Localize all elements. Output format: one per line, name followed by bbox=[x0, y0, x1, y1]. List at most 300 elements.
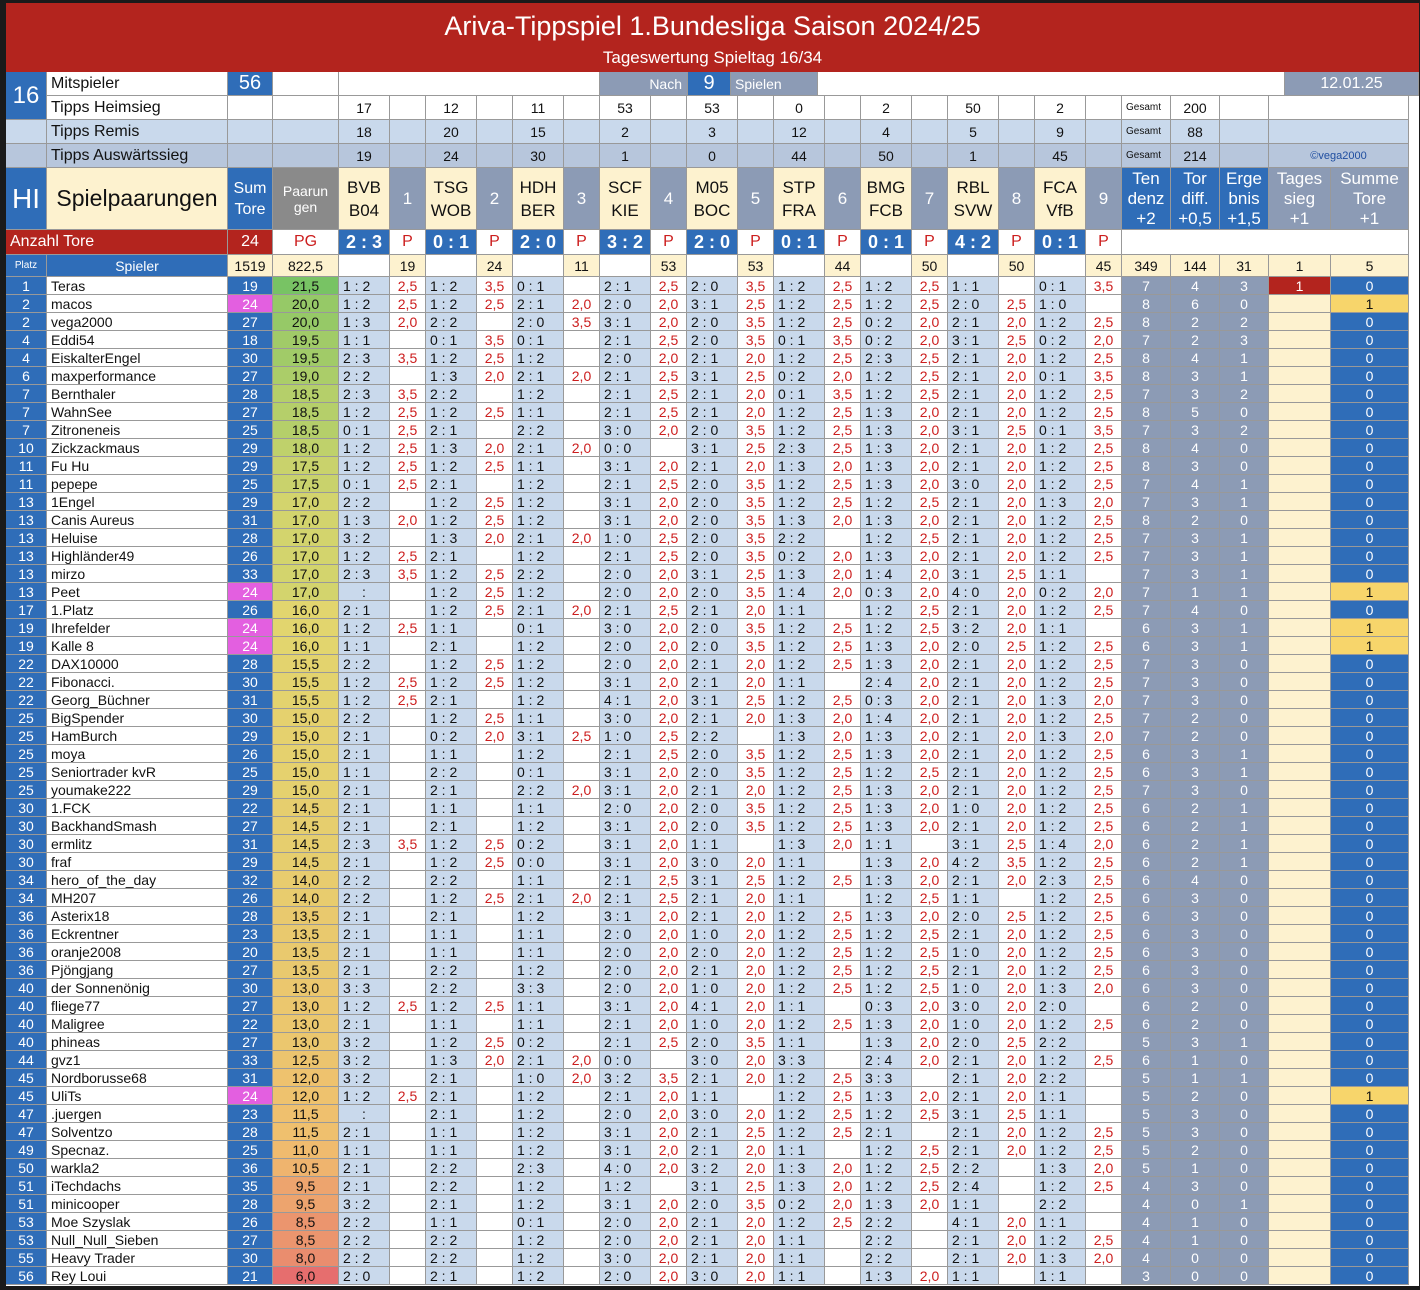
tip-cell: 2 : 0 bbox=[600, 637, 651, 655]
tip-cell: 1 : 2 bbox=[861, 529, 912, 547]
points-cell: 2,5 bbox=[738, 691, 774, 709]
tip-cell: 1 : 1 bbox=[513, 403, 564, 421]
tip-cell: 1 : 2 bbox=[339, 691, 390, 709]
points-cell bbox=[825, 601, 861, 619]
points-cell: 2,5 bbox=[825, 817, 861, 835]
tip-cell: 2 : 1 bbox=[339, 727, 390, 745]
tip-cell: 1 : 4 bbox=[774, 583, 825, 601]
points-cell bbox=[564, 1195, 600, 1213]
player-name: EiskalterEngel bbox=[47, 349, 228, 367]
points-cell bbox=[390, 907, 426, 925]
rank-cell: 4 bbox=[6, 349, 47, 367]
tendenz-cell: 5 bbox=[1122, 1123, 1171, 1141]
tip-cell: 1 : 2 bbox=[774, 637, 825, 655]
table-row bbox=[6, 1159, 1419, 1177]
tendenz-cell: 4 bbox=[1122, 1249, 1171, 1267]
tip-cell: 1 : 1 bbox=[513, 457, 564, 475]
tip-cell: 1 : 1 bbox=[687, 835, 738, 853]
rank-cell: 56 bbox=[6, 1267, 47, 1285]
tagessieg-cell bbox=[1269, 745, 1331, 763]
summe-tore-cell: 0 bbox=[1331, 277, 1409, 295]
tip-cell: 1 : 2 bbox=[339, 295, 390, 313]
points-cell: 2,0 bbox=[999, 583, 1035, 601]
sum-tore-cell: 27 bbox=[228, 997, 273, 1015]
pg-cell: 17,5 bbox=[273, 457, 339, 475]
tip-cell: 1 : 2 bbox=[1035, 889, 1086, 907]
points-cell bbox=[477, 475, 513, 493]
gesamt-label: Gesamt bbox=[1122, 144, 1171, 168]
player-name: Fibonacci. bbox=[47, 673, 228, 691]
tordiff-cell: 4 bbox=[1171, 601, 1220, 619]
points-cell: 2,0 bbox=[651, 925, 687, 943]
summe-tore-cell: 0 bbox=[1331, 655, 1409, 673]
tip-cell: 2 : 1 bbox=[426, 475, 477, 493]
sheet-subtitle: Tageswertung Spieltag 16/34 bbox=[602, 48, 823, 67]
points-cell: 2,0 bbox=[651, 1249, 687, 1267]
tip-cell: 2 : 0 bbox=[948, 637, 999, 655]
points-cell: 2,0 bbox=[825, 511, 861, 529]
tip-cell: 1 : 2 bbox=[513, 1141, 564, 1159]
rank-cell: 50 bbox=[6, 1159, 47, 1177]
tendenz-cell: 6 bbox=[1122, 745, 1171, 763]
points-cell: 2,5 bbox=[390, 691, 426, 709]
ergebnis-cell: 0 bbox=[1220, 511, 1269, 529]
points-cell: 2,5 bbox=[912, 277, 948, 295]
points-cell: 2,5 bbox=[651, 403, 687, 421]
tendenz-cell: 6 bbox=[1122, 853, 1171, 871]
points-cell: 2,5 bbox=[825, 781, 861, 799]
tip-cell: 2 : 0 bbox=[687, 547, 738, 565]
tip-cell: 2 : 0 bbox=[687, 619, 738, 637]
points-cell: 3,5 bbox=[390, 835, 426, 853]
tip-cell: 2 : 0 bbox=[687, 313, 738, 331]
tip-cell: 1 : 1 bbox=[339, 763, 390, 781]
summe-tore-cell: 0 bbox=[1331, 1267, 1409, 1285]
tip-cell: 1 : 2 bbox=[426, 1033, 477, 1051]
player-name: ermlitz bbox=[47, 835, 228, 853]
match-number: 8 bbox=[999, 168, 1035, 230]
points-cell bbox=[564, 709, 600, 727]
points-cell: 2,0 bbox=[1086, 493, 1122, 511]
points-cell: 2,5 bbox=[477, 835, 513, 853]
points-cell bbox=[825, 673, 861, 691]
tip-cell: 1 : 2 bbox=[774, 745, 825, 763]
tip-cell: 2 : 1 bbox=[513, 889, 564, 907]
tip-cell: 3 : 0 bbox=[600, 619, 651, 637]
tip-cell: 1 : 2 bbox=[1035, 745, 1086, 763]
home-team: STP bbox=[782, 177, 816, 197]
ergebnis-cell: 0 bbox=[1220, 1087, 1269, 1105]
sum-tore-cell: 19 bbox=[228, 277, 273, 295]
points-cell: 2,0 bbox=[999, 1015, 1035, 1033]
points-cell bbox=[390, 493, 426, 511]
rank-cell: 45 bbox=[6, 1087, 47, 1105]
points-cell: 2,5 bbox=[651, 331, 687, 349]
points-cell bbox=[390, 637, 426, 655]
tip-cell: 1 : 2 bbox=[861, 367, 912, 385]
points-cell bbox=[1086, 1105, 1122, 1123]
rank-cell: 30 bbox=[6, 835, 47, 853]
tip-cell: 1 : 2 bbox=[1035, 1123, 1086, 1141]
match-result: 0 : 1 bbox=[774, 230, 825, 255]
points-cell: 2,0 bbox=[999, 1069, 1035, 1087]
points-cell: 2,0 bbox=[651, 313, 687, 331]
p-label: P bbox=[912, 230, 948, 255]
pg-cell: 20,0 bbox=[273, 313, 339, 331]
rank-cell: 25 bbox=[6, 781, 47, 799]
spieler-header: Spieler bbox=[47, 255, 228, 277]
table-row bbox=[6, 529, 1419, 547]
tip-cell: 1 : 2 bbox=[426, 277, 477, 295]
tagessieg-cell bbox=[1269, 475, 1331, 493]
spacer bbox=[390, 144, 426, 168]
tip-cell: 1 : 3 bbox=[774, 1159, 825, 1177]
points-cell bbox=[912, 1213, 948, 1231]
ergebnis-cell: 1 bbox=[1220, 637, 1269, 655]
tip-cell: 2 : 1 bbox=[948, 1141, 999, 1159]
rank-cell: 2 bbox=[6, 295, 47, 313]
tendenz-cell: 4 bbox=[1122, 1213, 1171, 1231]
rank-cell: 13 bbox=[6, 565, 47, 583]
points-cell: 2,5 bbox=[390, 997, 426, 1015]
tip-cell: 1 : 1 bbox=[1035, 1267, 1086, 1285]
player-name: Seniortrader kvR bbox=[47, 763, 228, 781]
rank-cell: 53 bbox=[6, 1213, 47, 1231]
home-team: M05 bbox=[695, 177, 729, 197]
tip-cell: 2 : 1 bbox=[600, 331, 651, 349]
points-cell bbox=[825, 1249, 861, 1267]
points-cell: 2,0 bbox=[999, 871, 1035, 889]
tip-cell: 2 : 1 bbox=[687, 1069, 738, 1087]
tip-cell: 1 : 3 bbox=[426, 367, 477, 385]
points-cell: 2,5 bbox=[477, 583, 513, 601]
tip-cell: 1 : 3 bbox=[861, 1033, 912, 1051]
pg-cell: 13,0 bbox=[273, 1015, 339, 1033]
tendenz-cell: 6 bbox=[1122, 1051, 1171, 1069]
tip-cell: 1 : 2 bbox=[1035, 1177, 1086, 1195]
tip-cell: 3 : 1 bbox=[948, 835, 999, 853]
points-cell bbox=[999, 889, 1035, 907]
match-teams bbox=[600, 168, 651, 230]
points-cell: 2,0 bbox=[912, 673, 948, 691]
points-cell: 2,0 bbox=[999, 925, 1035, 943]
points-cell bbox=[390, 1267, 426, 1285]
away-team: SVW bbox=[953, 200, 993, 220]
bonus-header-text: denz bbox=[1127, 188, 1165, 208]
points-cell bbox=[477, 907, 513, 925]
tendenz-cell: 7 bbox=[1122, 529, 1171, 547]
summe-tore-cell: 0 bbox=[1331, 385, 1409, 403]
table-row bbox=[6, 1141, 1419, 1159]
points-cell: 2,5 bbox=[912, 295, 948, 313]
tagessieg-cell bbox=[1269, 871, 1331, 889]
points-cell bbox=[477, 1195, 513, 1213]
points-cell bbox=[390, 1141, 426, 1159]
tip-cell: 3 : 2 bbox=[687, 1159, 738, 1177]
points-cell bbox=[564, 385, 600, 403]
points-cell: 2,0 bbox=[738, 1141, 774, 1159]
ergebnis-cell: 1 bbox=[1220, 763, 1269, 781]
home-team: HDH bbox=[519, 177, 557, 197]
points-cell: 2,0 bbox=[912, 1015, 948, 1033]
player-name: Asterix18 bbox=[47, 907, 228, 925]
tip-cell: 0 : 0 bbox=[600, 439, 651, 457]
tip-cell: 1 : 3 bbox=[861, 457, 912, 475]
tip-cell: 2 : 1 bbox=[948, 1231, 999, 1249]
tip-cell: 1 : 2 bbox=[513, 1267, 564, 1285]
tip-cell: 2 : 1 bbox=[948, 709, 999, 727]
points-cell: 3,5 bbox=[738, 763, 774, 781]
tip-cell: 3 : 1 bbox=[687, 295, 738, 313]
tip-cell: 0 : 3 bbox=[861, 997, 912, 1015]
tip-cell: 1 : 3 bbox=[861, 817, 912, 835]
rank-cell: 19 bbox=[6, 619, 47, 637]
tip-cell: 2 : 2 bbox=[948, 1159, 999, 1177]
rank-cell: 53 bbox=[6, 1231, 47, 1249]
rank-cell: 30 bbox=[6, 799, 47, 817]
points-cell: 2,0 bbox=[912, 457, 948, 475]
points-cell: 2,5 bbox=[564, 727, 600, 745]
points-cell bbox=[564, 421, 600, 439]
tip-cell: 2 : 0 bbox=[600, 961, 651, 979]
points-cell: 3,5 bbox=[825, 331, 861, 349]
tordiff-cell: 3 bbox=[1171, 1105, 1220, 1123]
tip-cell: 2 : 1 bbox=[948, 1123, 999, 1141]
tordiff-cell: 3 bbox=[1171, 961, 1220, 979]
points-cell: 2,5 bbox=[477, 601, 513, 619]
tagessieg-cell bbox=[1269, 1033, 1331, 1051]
sum-tore-cell: 26 bbox=[228, 1213, 273, 1231]
points-cell: 2,5 bbox=[651, 727, 687, 745]
tordiff-cell: 3 bbox=[1171, 655, 1220, 673]
points-cell: 2,0 bbox=[912, 403, 948, 421]
sum-tore-cell: 29 bbox=[228, 493, 273, 511]
tip-cell: 1 : 2 bbox=[861, 619, 912, 637]
sum-tore-cell: 21 bbox=[228, 1267, 273, 1285]
tip-cell: 2 : 1 bbox=[600, 403, 651, 421]
points-cell bbox=[390, 799, 426, 817]
points-cell: 2,5 bbox=[825, 799, 861, 817]
tagessieg-cell bbox=[1269, 583, 1331, 601]
points-cell bbox=[825, 997, 861, 1015]
points-cell: 2,5 bbox=[825, 1087, 861, 1105]
points-cell: 2,0 bbox=[999, 799, 1035, 817]
points-cell: 3,5 bbox=[738, 1033, 774, 1051]
tip-cell: 2 : 1 bbox=[948, 385, 999, 403]
tip-cell: 1 : 2 bbox=[513, 745, 564, 763]
points-cell: 2,5 bbox=[1086, 961, 1122, 979]
spacer bbox=[912, 120, 948, 144]
ergebnis-cell: 0 bbox=[1220, 1177, 1269, 1195]
tip-cell: 2 : 4 bbox=[861, 673, 912, 691]
sum-tore-header: Sum Tore bbox=[228, 168, 273, 230]
table-row bbox=[6, 457, 1419, 475]
points-cell: 2,5 bbox=[1086, 745, 1122, 763]
points-cell: 2,5 bbox=[390, 475, 426, 493]
table-row bbox=[6, 1105, 1419, 1123]
points-cell: 2,0 bbox=[477, 529, 513, 547]
points-cell: 2,5 bbox=[999, 907, 1035, 925]
pg-cell: 17,0 bbox=[273, 547, 339, 565]
tip-cell: 0 : 2 bbox=[426, 727, 477, 745]
p-label: P bbox=[651, 230, 687, 255]
ergebnis-cell: 0 bbox=[1220, 1231, 1269, 1249]
points-cell: 2,0 bbox=[999, 349, 1035, 367]
tordiff-cell: 3 bbox=[1171, 367, 1220, 385]
points-cell bbox=[564, 925, 600, 943]
points-cell: 2,0 bbox=[999, 403, 1035, 421]
points-cell bbox=[1086, 997, 1122, 1015]
tip-cell: 2 : 1 bbox=[948, 1069, 999, 1087]
pg-cell: 16,0 bbox=[273, 601, 339, 619]
tordiff-cell: 4 bbox=[1171, 349, 1220, 367]
tendenz-cell: 7 bbox=[1122, 655, 1171, 673]
tordiff-cell: 3 bbox=[1171, 1123, 1220, 1141]
tip-cell: 3 : 1 bbox=[600, 493, 651, 511]
tip-cell: 0 : 2 bbox=[1035, 331, 1086, 349]
tip-cell: 1 : 1 bbox=[513, 943, 564, 961]
summe-tore-cell: 0 bbox=[1331, 421, 1409, 439]
sum-tore-cell: 30 bbox=[228, 673, 273, 691]
player-name: Rey Loui bbox=[47, 1267, 228, 1285]
points-cell: 2,0 bbox=[1086, 1159, 1122, 1177]
player-name: mirzo bbox=[47, 565, 228, 583]
tip-cell: 1 : 2 bbox=[339, 277, 390, 295]
points-cell: 2,0 bbox=[564, 529, 600, 547]
points-cell: 2,5 bbox=[825, 871, 861, 889]
spacer bbox=[228, 96, 273, 120]
points-cell bbox=[912, 1249, 948, 1267]
points-cell: 2,0 bbox=[1086, 979, 1122, 997]
points-cell bbox=[825, 1141, 861, 1159]
table-row bbox=[6, 853, 1419, 871]
points-cell: 2,0 bbox=[564, 367, 600, 385]
points-cell bbox=[564, 871, 600, 889]
points-cell: 2,5 bbox=[651, 871, 687, 889]
points-cell: 3,5 bbox=[825, 385, 861, 403]
tagessieg-cell bbox=[1269, 1123, 1331, 1141]
tip-cell: 2 : 1 bbox=[687, 907, 738, 925]
points-cell: 2,0 bbox=[651, 619, 687, 637]
points-cell bbox=[390, 1105, 426, 1123]
table-row bbox=[6, 691, 1419, 709]
spacer bbox=[477, 120, 513, 144]
tip-cell: 0 : 2 bbox=[513, 835, 564, 853]
hl-label: HI bbox=[6, 168, 47, 230]
anzahl-tore-row bbox=[6, 230, 1419, 255]
spacer bbox=[1122, 230, 1409, 255]
summe-tore-cell: 0 bbox=[1331, 925, 1409, 943]
tendenz-cell: 7 bbox=[1122, 781, 1171, 799]
points-cell: 2,0 bbox=[651, 295, 687, 313]
player-name: macos bbox=[47, 295, 228, 313]
tip-cell: 1 : 3 bbox=[774, 727, 825, 745]
points-cell bbox=[564, 907, 600, 925]
points-cell: 2,5 bbox=[1086, 385, 1122, 403]
spacer bbox=[6, 96, 47, 120]
points-cell: 2,0 bbox=[999, 1123, 1035, 1141]
spacer bbox=[651, 120, 687, 144]
points-cell: 2,5 bbox=[912, 349, 948, 367]
points-cell: 2,5 bbox=[912, 925, 948, 943]
tip-cell: 2 : 1 bbox=[426, 1105, 477, 1123]
match-number: 5 bbox=[738, 168, 774, 230]
points-cell: 2,0 bbox=[651, 979, 687, 997]
points-cell: 2,5 bbox=[738, 1177, 774, 1195]
spacer bbox=[1269, 120, 1409, 144]
points-cell bbox=[390, 871, 426, 889]
tip-cell: 2 : 1 bbox=[426, 817, 477, 835]
summe-tore-cell: 0 bbox=[1331, 1195, 1409, 1213]
tendenz-cell: 6 bbox=[1122, 907, 1171, 925]
player-name: Specnaz. bbox=[47, 1141, 228, 1159]
points-cell: 2,0 bbox=[912, 583, 948, 601]
spacer bbox=[738, 120, 774, 144]
tipp-count: 20 bbox=[426, 120, 477, 144]
tip-cell: 2 : 3 bbox=[339, 385, 390, 403]
tip-cell: 1 : 1 bbox=[774, 1231, 825, 1249]
points-cell: 2,0 bbox=[477, 727, 513, 745]
tip-cell: 1 : 1 bbox=[426, 1213, 477, 1231]
bonus-header-text: diff. bbox=[1181, 188, 1209, 208]
points-cell: 2,5 bbox=[1086, 349, 1122, 367]
ergebnis-cell: 0 bbox=[1220, 1267, 1269, 1285]
tagessieg-cell bbox=[1269, 817, 1331, 835]
tipp-count: 24 bbox=[426, 144, 477, 168]
points-cell: 2,0 bbox=[651, 1159, 687, 1177]
points-cell: 3,5 bbox=[651, 1069, 687, 1087]
spacer bbox=[1220, 96, 1269, 120]
pg-cell: 14,5 bbox=[273, 817, 339, 835]
match-number: 9 bbox=[1086, 168, 1122, 230]
table-row bbox=[6, 385, 1419, 403]
points-cell: 2,5 bbox=[1086, 763, 1122, 781]
tip-cell: 0 : 1 bbox=[513, 277, 564, 295]
bonus-header-text: Summe bbox=[1340, 168, 1399, 188]
tip-cell: 3 : 1 bbox=[600, 997, 651, 1015]
tip-cell: 2 : 1 bbox=[687, 457, 738, 475]
tip-cell: 1 : 0 bbox=[1035, 295, 1086, 313]
tip-cell: 1 : 2 bbox=[861, 1141, 912, 1159]
tip-cell: 2 : 1 bbox=[339, 925, 390, 943]
points-cell: 2,0 bbox=[999, 817, 1035, 835]
tip-cell: 1 : 2 bbox=[339, 673, 390, 691]
tip-cell: 2 : 1 bbox=[600, 475, 651, 493]
tipp-count: 50 bbox=[861, 144, 912, 168]
tip-cell: 3 : 3 bbox=[513, 979, 564, 997]
spacer bbox=[564, 144, 600, 168]
match-teams bbox=[861, 168, 912, 230]
table-row bbox=[6, 655, 1419, 673]
ergebnis-cell: 1 bbox=[1220, 529, 1269, 547]
points-cell bbox=[564, 547, 600, 565]
bonus-header bbox=[1122, 168, 1171, 230]
tip-cell: 1 : 4 bbox=[861, 709, 912, 727]
pg-cell: 11,5 bbox=[273, 1105, 339, 1123]
points-cell bbox=[390, 529, 426, 547]
points-cell: 2,5 bbox=[477, 493, 513, 511]
points-cell bbox=[564, 961, 600, 979]
tip-cell: 2 : 2 bbox=[861, 1249, 912, 1267]
table-row bbox=[6, 925, 1419, 943]
tip-cell: 2 : 2 bbox=[861, 1213, 912, 1231]
tip-cell: 1 : 2 bbox=[861, 763, 912, 781]
tip-cell: 0 : 3 bbox=[861, 691, 912, 709]
tip-cell: 3 : 2 bbox=[339, 1033, 390, 1051]
ergebnis-cell: 0 bbox=[1220, 943, 1269, 961]
home-team: BMG bbox=[866, 177, 906, 197]
sum-tore-cell: 23 bbox=[228, 1105, 273, 1123]
